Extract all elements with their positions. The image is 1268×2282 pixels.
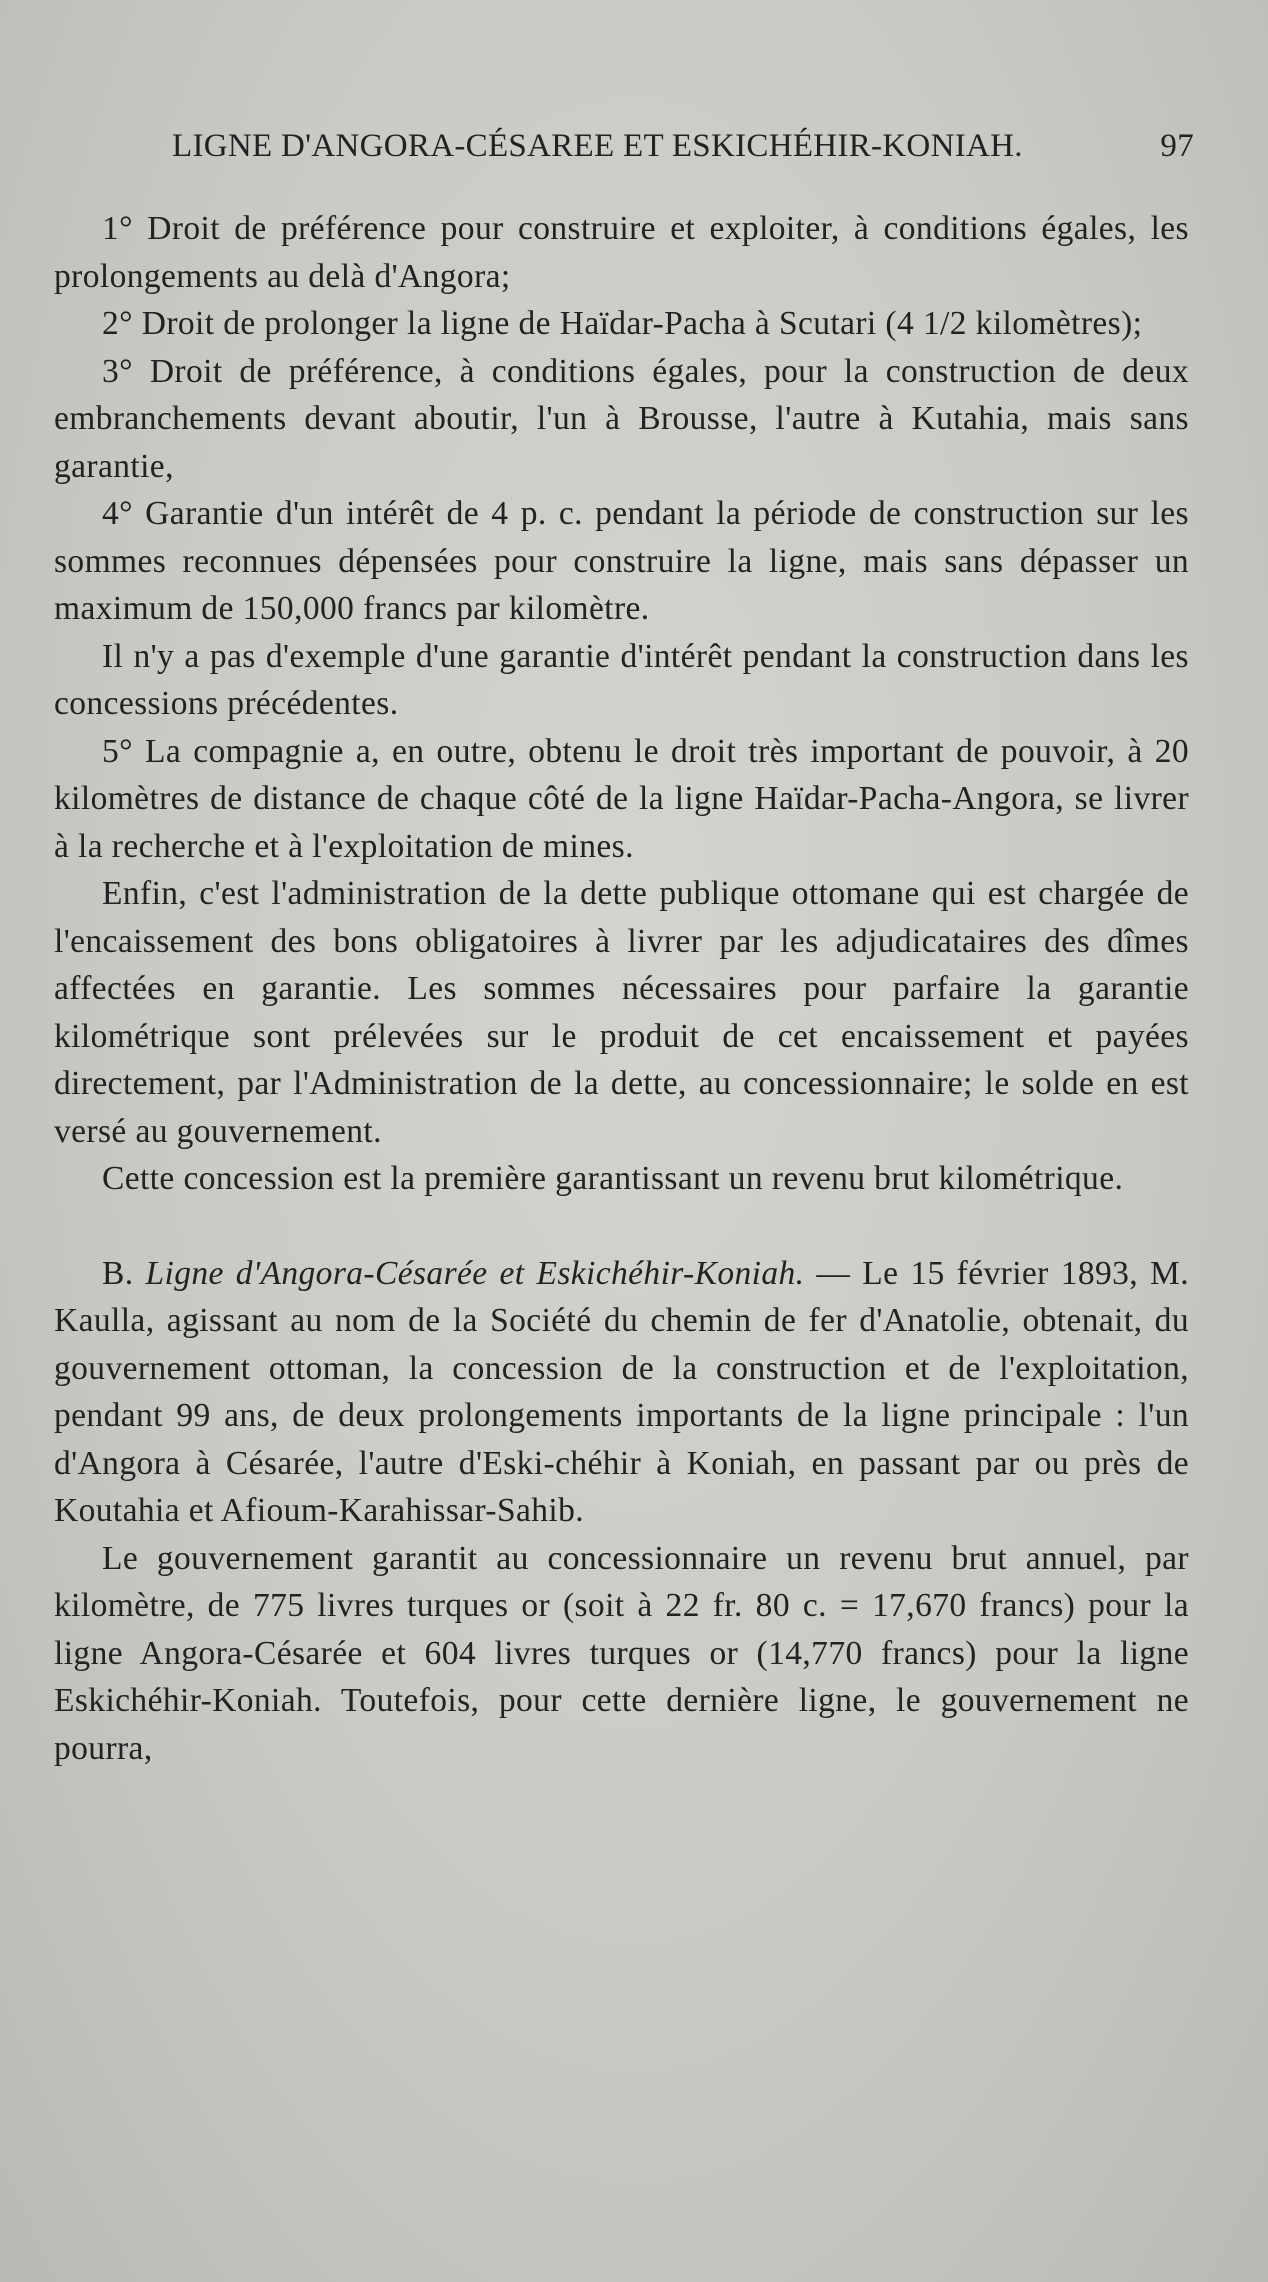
paragraph-item-2: 2° Droit de prolonger la ligne de Haïdar-Pacha à Scutari (4 1/2 kilomètres); — [102, 305, 1143, 342]
section-b-title: Ligne d'Angora-Césarée et Eskichéhir-Koniah. — [145, 1254, 805, 1292]
paragraph-final: Le gouvernement garantit au concessionnaire un revenu brut annuel, par kilomètre, de 775 livres turques or (soit à 22 fr. 80 c. = 17,670 francs) pour la ligne Angora-Césarée et 604 livres turques or (14,770 francs) pour la ligne Eskichéhir-Koniah. Toutefois, pour cette dernière ligne, le gouvernement ne pourra, — [54, 1539, 1189, 1767]
paragraph-guarantee-note: Il n'y a pas d'exemple d'une garantie d'intérêt pendant la construction dans les concessions précédentes. — [54, 637, 1189, 722]
paragraph-item-1: 1° Droit de préférence pour construire et exploiter, à conditions égales, les prolongements au delà d'Angora; — [54, 210, 1189, 295]
paragraph-item-5: 5° La compagnie a, en outre, obtenu le droit très important de pouvoir, à 20 kilomètres de distance de chaque côté de la ligne Haïdar-Pacha-Angora, se livrer à la recherche et à l'exploitation de mines. — [54, 732, 1189, 865]
body-text — [54, 205, 1189, 1772]
paragraph-administration: Enfin, c'est l'administration de la dette publique ottomane qui est chargée de l'encaissement des bons obligatoires à livrer par les adjudicataires des dîmes affectées en garantie. Les sommes nécessaires pour parfaire la garantie kilométrique sont prélevées sur le produit de cet encaissement et payées directement, par l'Administration de la dette, au concessionnaire; le solde en est versé au gouvernement. — [54, 875, 1189, 1150]
page-header — [172, 128, 1194, 178]
section-b-intro: — Le 15 février 1893, M. Kaulla, agissant au nom de la Société du chemin de fer d'Anatolie, obtenait, du gouvernement ottoman, la concession de la construction et de l'exploitation, pendant 99 ans, de deux prolongements importants de la ligne principale : l'un d'Angora à Césarée, l'autre d'Eski-chéhir à Koniah, en passant par ou près de Koutahia et Afioum-Karahissar-Sahib. — [54, 1254, 1190, 1529]
page-number: 97 — [1160, 128, 1194, 164]
section-b-paragraph — [54, 1250, 1189, 1535]
paragraph-concession-note: Cette concession est la première garantissant un revenu brut kilométrique. — [102, 1160, 1124, 1197]
paragraph-item-3: 3° Droit de préférence, à conditions égales, pour la construction de deux embranchements devant aboutir, l'un à Brousse, l'autre à Kutahia, mais sans garantie, — [54, 352, 1189, 485]
paragraph-item-4: 4° Garantie d'un intérêt de 4 p. c. pendant la période de construction sur les sommes reconnues dépensées pour construire la ligne, mais sans dépasser un maximum de 150,000 francs par kilomètre. — [54, 495, 1189, 627]
running-title: LIGNE D'ANGORA-CÉSAREE ET ESKICHÉHIR-KONIAH. — [172, 128, 1023, 164]
section-b-label: B. — [102, 1254, 134, 1292]
